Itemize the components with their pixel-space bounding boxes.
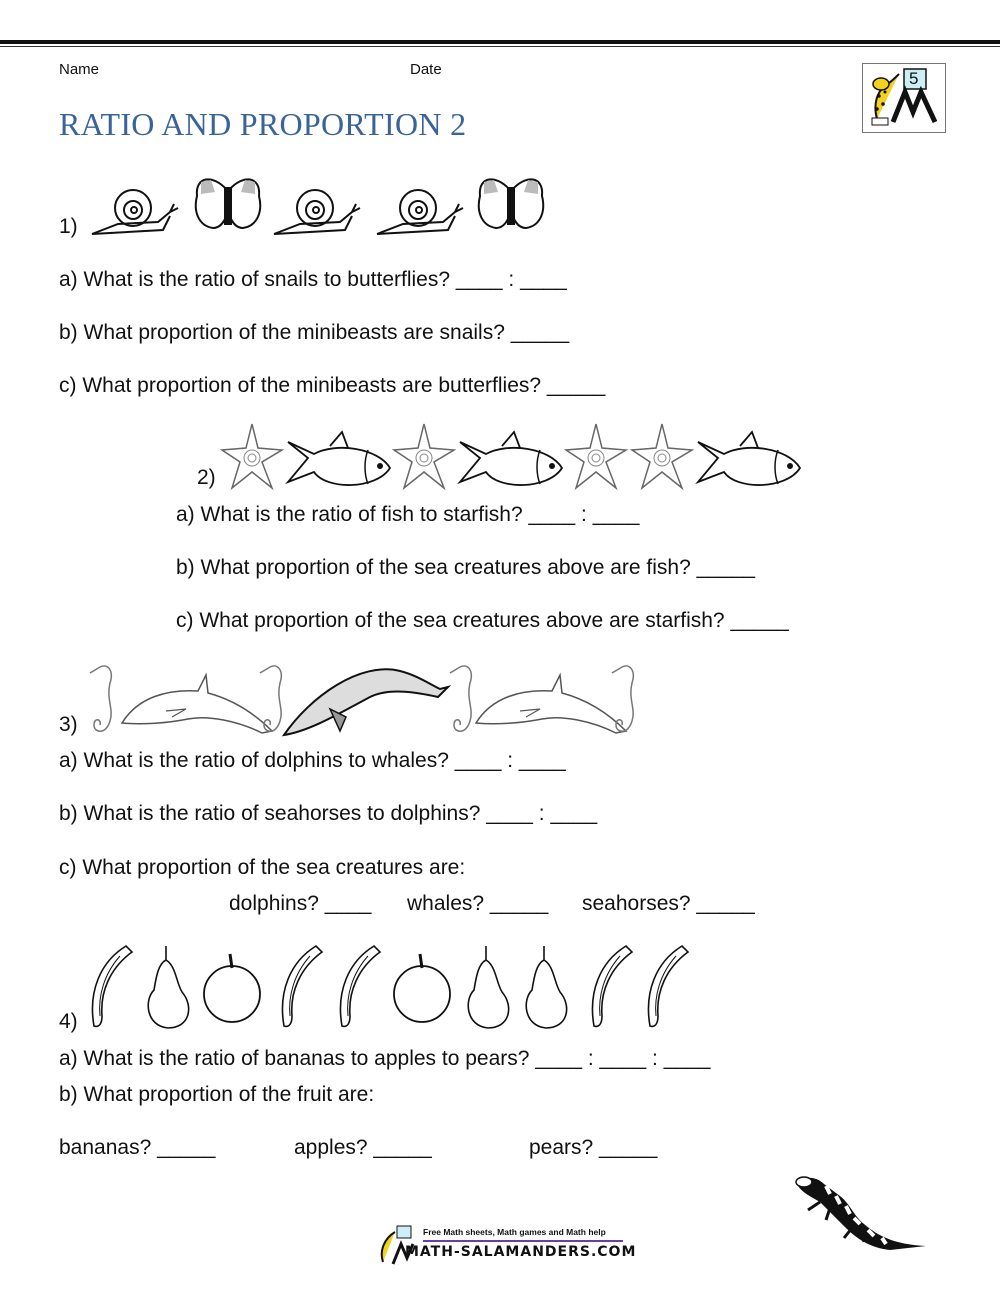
q3-number: 3) xyxy=(59,713,78,736)
footer-site-name[interactable]: MATH-SALAMANDERS.COM xyxy=(405,1244,637,1260)
q1b-text: b) What proportion of the minibeasts are snails? _____ xyxy=(59,321,570,344)
q3b-text: b) What is the ratio of seahorses to dolphins? ____ : ____ xyxy=(59,802,598,825)
dolphin-icon xyxy=(122,675,272,733)
top-rule xyxy=(0,40,1000,44)
dolphin-icon xyxy=(476,675,626,733)
q1c-text: c) What proportion of the minibeasts are butterflies? _____ xyxy=(59,374,606,397)
pear-icon xyxy=(468,946,508,1028)
q3c-text: c) What proportion of the sea creatures are: xyxy=(59,856,466,879)
q4b-pears: pears? _____ xyxy=(529,1136,658,1159)
fish-icon xyxy=(288,432,390,485)
seahorse-icon xyxy=(90,666,111,731)
whale-icon xyxy=(284,669,448,735)
banana-icon xyxy=(340,946,380,1026)
q1-pictures xyxy=(88,172,548,238)
snail-icon xyxy=(274,190,360,234)
pear-icon xyxy=(148,946,188,1028)
q4b-bananas: bananas? _____ xyxy=(59,1136,216,1159)
q2-pictures xyxy=(220,420,810,492)
banana-icon xyxy=(592,946,632,1026)
q4-pictures xyxy=(80,940,700,1032)
top-rule-thin xyxy=(0,46,1000,47)
date-label: Date xyxy=(410,61,442,78)
q1a-text: a) What is the ratio of snails to butterflies? ____ : ____ xyxy=(59,268,567,291)
butterfly-icon xyxy=(479,179,543,228)
q3a-text: a) What is the ratio of dolphins to whales? ____ : ____ xyxy=(59,749,566,772)
banana-icon xyxy=(282,946,322,1026)
seahorse-icon xyxy=(260,666,281,731)
salamander-icon xyxy=(790,1172,930,1262)
pear-icon xyxy=(526,946,566,1028)
q4a-text: a) What is the ratio of bananas to apples to pears? ____ : ____ : ____ xyxy=(59,1047,711,1070)
snail-icon xyxy=(92,190,178,234)
q3-pictures xyxy=(84,655,644,737)
q3c-dolphins: dolphins? ____ xyxy=(229,892,372,915)
q2-number: 2) xyxy=(197,466,216,489)
q4-number: 4) xyxy=(59,1010,78,1033)
name-label: Name xyxy=(59,61,100,78)
fish-icon xyxy=(698,432,800,485)
apple-icon xyxy=(394,954,450,1022)
banana-icon xyxy=(648,946,688,1026)
grade-badge: 5 xyxy=(909,69,919,88)
q4b-text: b) What proportion of the fruit are: xyxy=(59,1083,375,1106)
q4b-apples: apples? _____ xyxy=(294,1136,432,1159)
starfish-icon xyxy=(566,424,626,488)
q3c-seahorses: seahorses? _____ xyxy=(582,892,755,915)
salamander-easel-icon xyxy=(863,64,945,132)
page-title: RATIO AND PROPORTION 2 xyxy=(59,106,467,142)
q2c-text: c) What proportion of the sea creatures above are starfish? _____ xyxy=(176,609,789,632)
fish-icon xyxy=(460,432,562,485)
banana-icon xyxy=(92,946,132,1026)
butterfly-icon xyxy=(196,179,260,228)
footer-divider xyxy=(423,1240,623,1242)
starfish-icon xyxy=(632,424,692,488)
apple-icon xyxy=(204,954,260,1022)
q2a-text: a) What is the ratio of fish to starfish? ____ : ____ xyxy=(176,503,640,526)
q2b-text: b) What proportion of the sea creatures above are fish? _____ xyxy=(176,556,756,579)
grade-logo xyxy=(862,63,946,133)
snail-icon xyxy=(377,190,463,234)
starfish-icon xyxy=(222,424,282,488)
q1-number: 1) xyxy=(59,215,78,238)
seahorse-icon xyxy=(450,666,471,731)
q3c-whales: whales? _____ xyxy=(407,892,549,915)
starfish-icon xyxy=(394,424,454,488)
footer-tagline: Free Math sheets, Math games and Math help xyxy=(423,1227,606,1237)
